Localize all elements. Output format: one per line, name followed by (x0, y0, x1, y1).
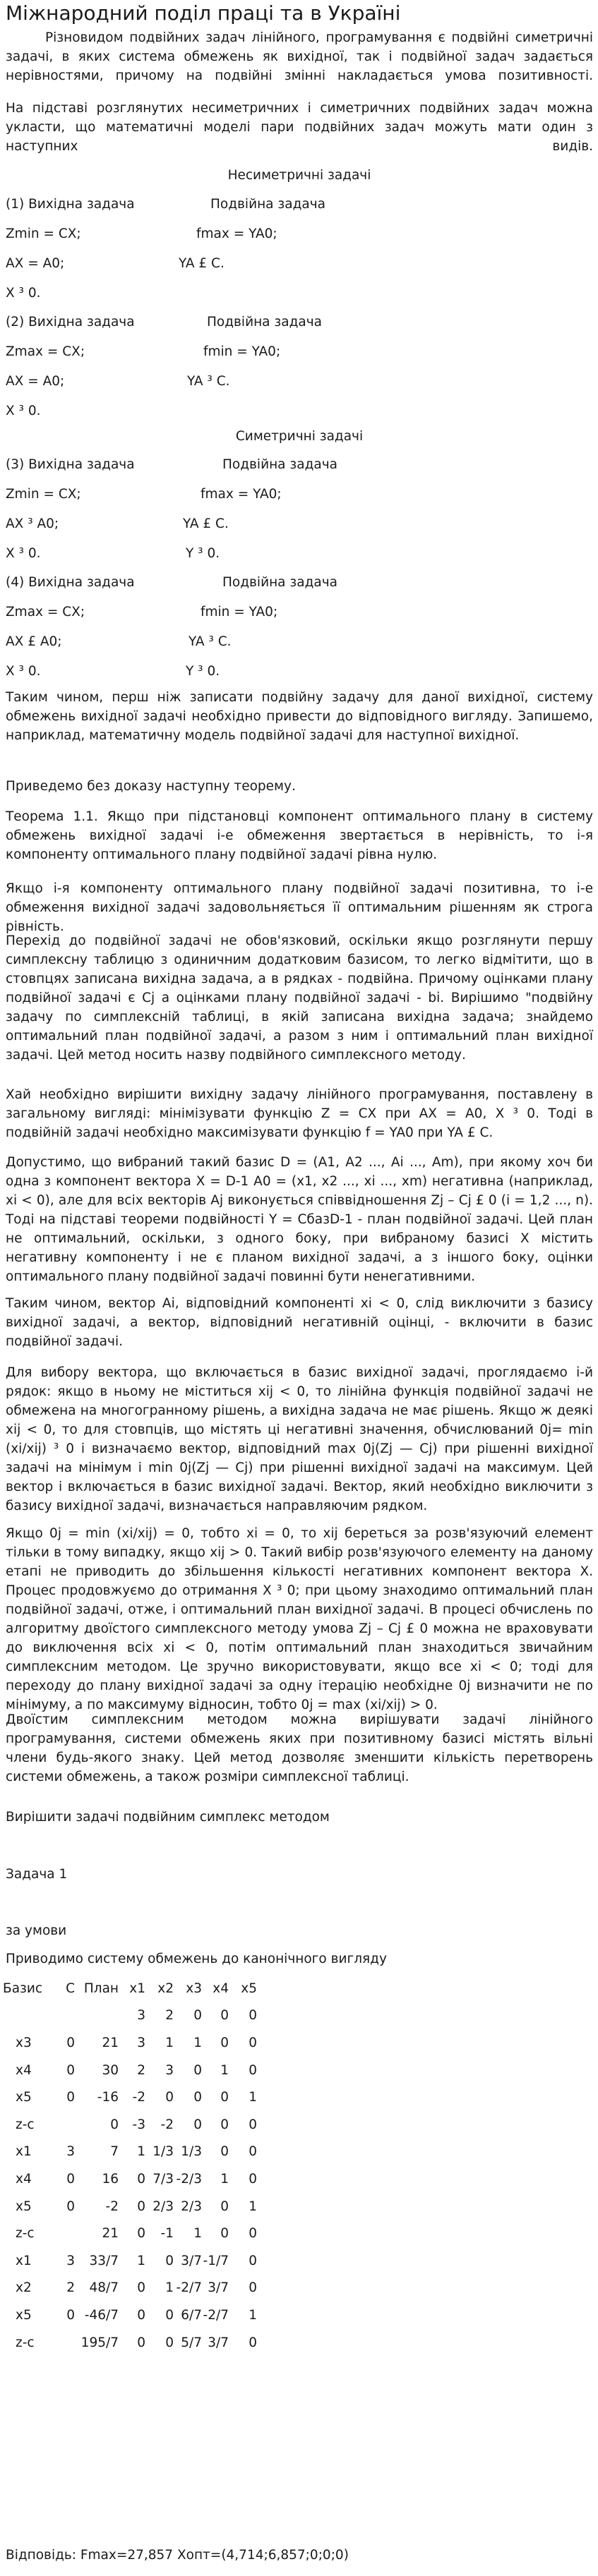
conditions-label: за умови (6, 1923, 67, 1938)
table-cell: 0 (193, 2117, 202, 2132)
table-cell: -1 (160, 2226, 174, 2242)
table-cell: 1 (249, 2090, 257, 2105)
table-cell: 0 (249, 2280, 257, 2296)
table-cell: 0 (249, 2253, 257, 2268)
table-row (3, 2329, 257, 2357)
table-row (3, 2220, 257, 2247)
table-cell: 2 (137, 2062, 145, 2078)
table-cell (3, 2002, 55, 2030)
table-cell: 3 (66, 2253, 75, 2268)
paragraph: Перехід до подвійної задачі не обов'язковий, оскільки якщо розглянути першу симплексну таблицю з одиничним додатковим базисом, то легко відмітити, що в стовпцях записана вихідна задача, а в рядках - подвійна. Причому оцінками плану подвійної задачі є Cj а оцінками плану подвійної задачі - bi. Вирішимо "подвійну задачу по симплексній таблиці, в якій записана вихідна задача; знайдемо оптимальний план подвійної задачі, а разом з ним і оптимальний план вихідної задачі. Цей метод носить назву подвійного симплексного методу. (6, 933, 593, 1063)
paragraph: Хай необхідно вирішити вихідну задачу лінійного програмування, поставлену в загальному вигляді: мінімізувати функцію Z = CX при AX = A0, X ³ 0. Тоді в подвійній задачі необхідно максимізувати функцію f = YA0 при YA £ C. (6, 1087, 593, 1140)
table-header-cell: x2 (157, 1981, 174, 1996)
table-row (3, 2057, 257, 2084)
table-row (3, 2247, 257, 2275)
nonsymmetric-heading: Несиметричні задачі (227, 168, 371, 183)
intro-paragraph-2: На підставі розглянутих несиметричних і симетричних подвійних задач можна укласти, що математичні моделі пари подвійних задач можуть мати один з наступних видів. (6, 101, 593, 154)
table-cell (55, 2002, 75, 2030)
dual-problem-text: Подвійна задача (222, 575, 337, 590)
answer-text: Відповідь: Fmax=27,857 Xопт=(4,714;6,857;0;0;0) (6, 2548, 349, 2563)
table-row (3, 2029, 257, 2057)
paragraph: Для вибору вектора, що включається в базис вихідної задачі, проглядаємо i-й рядок: якщо в ньому не міститься xij < 0, то лінійна функція подвійної задачі не обмежена на многогранному рішень, а вихідна задача не має рішень. Якщо ж деякі xij < 0, то для стовпців, що містять ці негативні значення, обчислюваний 0j= min (xi/xij) ³ 0 і визначаємо вектор, відповідний max 0j(Zj — Cj) при рішенні вихідної задачі на мінімум і min 0j(Zj — Cj) при рішенні вихідної задачі на максимум. Цей вектор і включається в базис вихідної задачі. Вектор, який необхідно виключити з базису вихідної задачі, визначається направляючим рядком. (6, 1365, 593, 1513)
table-cell: 21 (102, 2226, 119, 2242)
dual-problem-text: Y ³ 0. (186, 664, 220, 679)
table-cell: 0 (220, 2008, 229, 2024)
table-row (3, 2084, 257, 2111)
table-cell: x5 (16, 2199, 32, 2214)
table-cell: -16 (97, 2090, 119, 2105)
table-cell: 195/7 (80, 2335, 119, 2350)
table-cell: 0 (193, 2062, 202, 2078)
paragraph: Двоїстим симплексним методом можна вирішувати задачі лінійного програмування, системи обмежень яких при позитивному базисі містять вільні члени будь-якого знаку. Цей метод дозволяє зменшити кількість перетворень системи обмежень, а також розміри симплексної таблиці. (6, 1712, 593, 1784)
table-cell (55, 2329, 75, 2357)
table-cell: 0 (137, 2307, 145, 2323)
table-cell: 0 (249, 2226, 257, 2242)
original-problem-text: (3) Вихідна задача (6, 457, 135, 472)
paragraph: Якщо i-я компоненту оптимального плану подвійної задачі позитивна, то i-е обмеження вихідної задачі задовольняється її оптимальним рішенням як строга рівність. (6, 881, 593, 934)
task-label: Задача 1 (6, 1867, 68, 1882)
original-problem-text: X ³ 0. (6, 404, 41, 418)
table-cell: 7 (110, 2144, 119, 2160)
table-cell: 1 (193, 2226, 202, 2242)
table-cell: 0 (66, 2090, 75, 2105)
reduce-label: Приводимо систему обмежень до канонічного вигляду (6, 1952, 387, 1966)
table-cell: 0 (220, 2035, 229, 2050)
dual-problem-text: YA £ C. (183, 516, 229, 531)
paragraph: Допустимо, що вибраний такий базис D = (A1, A2 ..., Ai ..., Am), при якому хоч би одна з компонент вектора X = D-1 A0 = (x1, x2 ..., xi ..., xm) негативна (наприклад, xi < 0), але для всіх векторів Aj виконується співвідношення Zj – Cj £ 0 (i = 1,2 ..., n). Тоді на підставі теореми подвійності Y = CбазD-1 - план подвійної задачі. Цей план не оптимальний, оскільки, з одного боку, при вибраному базисі X містить негативну компоненту і не є планом вихідної задачі, а з іншого боку, оцінки оптимального плану подвійної задачі повинні бути ненегативними. (6, 1155, 593, 1284)
table-cell: x3 (16, 2035, 32, 2050)
table-cell: 0 (66, 2199, 75, 2214)
table-cell: x2 (16, 2280, 32, 2296)
original-problem-text: X ³ 0. (6, 286, 41, 301)
paragraph: Теорема 1.1. Якщо при підстановці компонент оптимального плану в систему обмежень вихідної задачі i-е обмеження звертається в нерівність, то i-я компоненту оптимального плану подвійної задачі рівна нулю. (6, 809, 593, 862)
table-cell: 0 (66, 2062, 75, 2078)
table-cell: 1/3 (153, 2144, 174, 2160)
table-cell: -1/7 (203, 2253, 229, 2268)
table-cell: 0 (66, 2307, 75, 2323)
table-header-cell: x5 (241, 1981, 257, 1996)
table-cell (75, 2002, 119, 2030)
paragraph: Приведемо без доказу наступну теорему. (6, 779, 296, 794)
dual-problem-text: YA ³ C. (189, 634, 232, 649)
table-cell: 0 (66, 2035, 75, 2050)
dual-problem-text: fmin = YA0; (203, 344, 281, 359)
table-cell: 0 (249, 2335, 257, 2350)
table-cell: 1/3 (181, 2144, 202, 2160)
table-cell: 3/7 (208, 2280, 229, 2296)
table-cell: x5 (16, 2307, 32, 2323)
table-header-cell: План (83, 1981, 119, 1996)
table-cell: 0 (137, 2199, 145, 2214)
intro-paragraph: Різновидом подвійних задач лінійного, програмування є подвійні симетричні задачі, в яких система обмежень як вихідної, так і подвійної задач задається нерівностями, причому на подвійні змінні накладається умова позитивності. (6, 30, 593, 83)
table-cell (55, 2111, 75, 2139)
dual-problem-text: fmax = YA0; (201, 487, 282, 502)
table-cell: x5 (16, 2090, 32, 2105)
paragraph: Якщо 0j = min (xi/xij) = 0, тобто xi = 0, то xij береться за розв'язуючий елемент тільки в тому випадку, якщо xij > 0. Такий вибір розв'язуючого елементу на даному етапі не приводить до збільшення кількості негативних компонент вектора X. Процес продовжуємо до отримання X ³ 0; при цьому знаходимо оптимальний план подвійної задачі, отже, і оптимальний план вихідної задачі. В процесі обчислень по алгоритму двоїстого симплексного методу умова Zj – Cj £ 0 можна не враховувати до виключення всіх xi < 0, потім оптимальний план знаходиться звичайним симплексним методом. Це зручно використовувати, якщо все xi < 0; тоді для переходу до плану вихідної задачі за одну ітерацію необхідне 0j визначити не по мінімуму, а по максимуму відносин, тобто 0j = max (xi/xij) > 0. (6, 1526, 593, 1712)
table-cell: x4 (16, 2171, 32, 2187)
table-cell: -2/7 (203, 2307, 229, 2323)
table-row (3, 2002, 257, 2030)
table-cell: 3 (66, 2144, 75, 2160)
table-cell: 0 (249, 2008, 257, 2024)
table-row (3, 2193, 257, 2220)
table-cell: 0 (220, 2199, 229, 2214)
original-problem-text: X ³ 0. (6, 546, 41, 561)
table-cell: 2/3 (181, 2199, 202, 2214)
table-header-cell: Базис (3, 1981, 43, 1996)
table-cell: 3 (137, 2008, 145, 2024)
table-cell: 30 (102, 2062, 119, 2078)
table-header-cell: x4 (213, 1981, 229, 1996)
table-cell: -2/3 (176, 2171, 202, 2187)
table-cell: 1 (249, 2307, 257, 2323)
page-title: Міжнародний поділ праці та в Україні (6, 1, 401, 25)
table-cell: -2/7 (176, 2280, 202, 2296)
table-cell: 0 (137, 2280, 145, 2296)
table-row (3, 2302, 257, 2329)
table-cell: 0 (137, 2171, 145, 2187)
dual-problem-text: fmax = YA0; (196, 226, 277, 241)
table-cell: 48/7 (89, 2280, 119, 2296)
table-cell: 1 (165, 2035, 174, 2050)
original-problem-text: (4) Вихідна задача (6, 575, 135, 590)
table-cell: x4 (16, 2062, 32, 2078)
table-cell: 0 (249, 2171, 257, 2187)
original-problem-text: AX = A0; (6, 374, 65, 389)
original-problem-text: (2) Вихідна задача (6, 315, 135, 329)
table-cell: -3 (132, 2117, 145, 2132)
table-cell: 2 (165, 2008, 174, 2024)
table-cell: 0 (110, 2117, 119, 2132)
dual-problem-text: YA £ C. (179, 256, 225, 271)
table-row (3, 2165, 257, 2193)
original-problem-text: Zmin = CX; (6, 487, 81, 502)
table-cell: x1 (16, 2144, 32, 2160)
original-problem-text: AX £ A0; (6, 634, 62, 649)
table-cell: 1 (220, 2171, 229, 2187)
table-cell: 0 (220, 2090, 229, 2105)
table-cell: 3/7 (181, 2253, 202, 2268)
table-cell (55, 2220, 75, 2247)
original-problem-text: (1) Вихідна задача (6, 197, 135, 212)
dual-problem-text: Y ³ 0. (186, 546, 220, 561)
original-problem-text: Zmin = CX; (6, 226, 81, 241)
original-problem-text: AX ³ A0; (6, 516, 59, 531)
table-row (3, 2139, 257, 2166)
table-cell: 0 (165, 2307, 174, 2323)
table-cell: 3/7 (208, 2335, 229, 2350)
table-cell: 0 (249, 2144, 257, 2160)
symmetric-heading: Симетричні задачі (235, 429, 364, 444)
table-cell: 2 (66, 2280, 75, 2296)
table-cell: z-c (16, 2335, 35, 2350)
dual-problem-text: Подвійна задача (222, 457, 337, 472)
table-cell: 2/3 (153, 2199, 174, 2214)
table-cell: 3 (137, 2035, 145, 2050)
paragraph: Таким чином, перш ніж записати подвійну задачу для даної вихідної, систему обмежень вихідної задачі необхідно привести до відповідного вигляду. Запишемо, наприклад, математичну модель подвійної задачі для наступної вихідної. (6, 690, 593, 743)
table-header-row (3, 1975, 257, 2002)
table-cell: 33/7 (89, 2253, 119, 2268)
table-cell: 6/7 (181, 2307, 202, 2323)
table-cell: -2 (160, 2117, 174, 2132)
table-cell: 7/3 (153, 2171, 174, 2187)
simplex-table (3, 1975, 257, 2356)
table-cell: -2 (105, 2199, 119, 2214)
table-cell: 0 (220, 2117, 229, 2132)
table-cell: 0 (220, 2144, 229, 2160)
table-cell: 0 (193, 2008, 202, 2024)
table-cell: 0 (165, 2335, 174, 2350)
table-cell: 1 (137, 2253, 145, 2268)
table-cell: 0 (249, 2062, 257, 2078)
dual-problem-text: fmin = YA0; (201, 605, 278, 619)
table-cell: 1 (137, 2144, 145, 2160)
table-header-cell: x1 (129, 1981, 145, 1996)
table-cell: 16 (102, 2171, 119, 2187)
table-cell: 0 (249, 2117, 257, 2132)
dual-problem-text: YA ³ C. (187, 374, 230, 389)
dual-problem-text: Подвійна задача (207, 315, 322, 329)
table-cell: 0 (165, 2090, 174, 2105)
table-cell: 0 (193, 2090, 202, 2105)
table-cell: 1 (220, 2062, 229, 2078)
table-cell: 0 (66, 2171, 75, 2187)
table-cell: x1 (16, 2253, 32, 2268)
dual-problem-text: Подвійна задача (210, 197, 325, 212)
table-cell: z-c (16, 2226, 35, 2242)
task-heading: Вирішити задачі подвійним симплекс методом (6, 1810, 330, 1825)
table-cell: 0 (220, 2226, 229, 2242)
table-cell: 0 (137, 2335, 145, 2350)
table-row (3, 2275, 257, 2302)
table-cell: -46/7 (84, 2307, 119, 2323)
table-cell: 1 (249, 2199, 257, 2214)
table-cell: z-c (16, 2117, 35, 2132)
original-problem-text: X ³ 0. (6, 664, 41, 679)
table-cell: 3 (165, 2062, 174, 2078)
table-header-cell: С (66, 1981, 75, 1996)
original-problem-text: Zmax = CX; (6, 605, 85, 619)
original-problem-text: Zmax = CX; (6, 344, 85, 359)
table-cell: 0 (249, 2035, 257, 2050)
table-header-cell: x3 (186, 1981, 202, 1996)
table-row (3, 2111, 257, 2139)
table-cell: 5/7 (181, 2335, 202, 2350)
paragraph: Таким чином, вектор Ai, відповідний компоненті xi < 0, слід виключити з базису вихідної задачі, а вектор, відповідний негативній оцінці, - включити в базис подвійної задачі. (6, 1296, 593, 1349)
table-cell: -2 (132, 2090, 145, 2105)
table-cell: 1 (165, 2280, 174, 2296)
original-problem-text: AX = A0; (6, 256, 65, 271)
table-cell: 1 (193, 2035, 202, 2050)
table-cell: 0 (137, 2226, 145, 2242)
table-cell: 21 (102, 2035, 119, 2050)
table-cell: 0 (165, 2253, 174, 2268)
